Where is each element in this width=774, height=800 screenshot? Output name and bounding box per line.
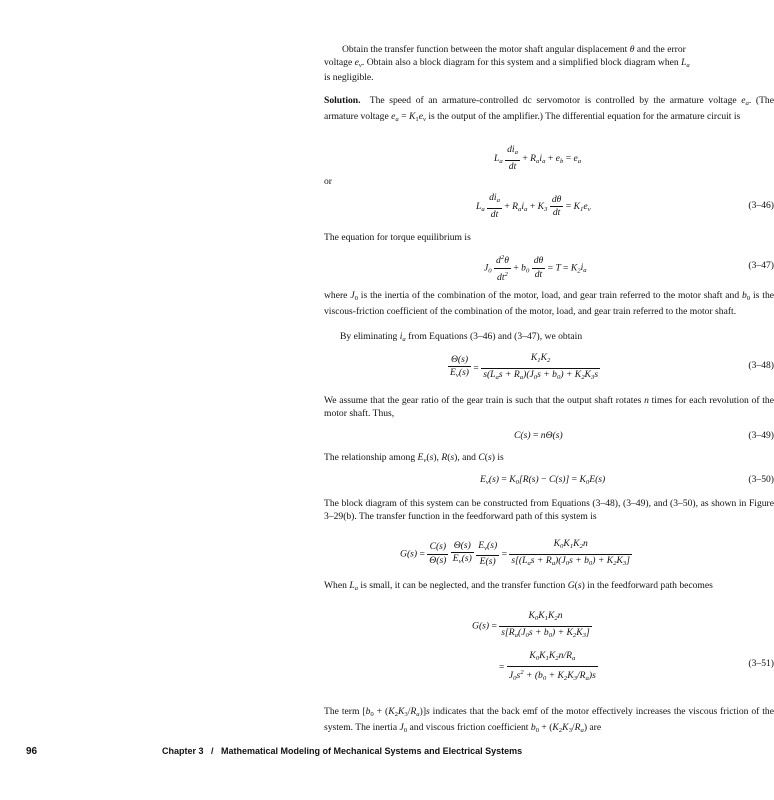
page-number: 96	[26, 746, 38, 757]
eq-number-3-49: (3–49)	[748, 430, 774, 441]
chapter-title: Chapter 3 / Mathematical Modeling of Mechanical Systems and Electrical Systems	[162, 746, 523, 756]
or-label: or	[324, 176, 332, 187]
relationship-paragraph: The relationship among $E_v(s)$, R(s), and C(s) is	[324, 452, 504, 464]
assume-paragraph: We assume that the gear ratio of the gear train is such that the output shaft rotates n times for each revolution of the motor shaft. Thus,	[324, 395, 774, 419]
intro-line-3: is negligible.	[324, 72, 374, 84]
solution-text: The speed of an armature-controlled dc servomotor is controlled by the armature voltage $e_a$. (The armature voltage $e_a = K_1e_v$ is the output of the amplifier.) The differential equation for the armature circuit is	[324, 95, 774, 123]
block-paragraph: The block diagram of this system can be constructed from Equations (3–48), (3–49), and (3–50), as shown in Figure 3–29(b). The transfer function in the feedforward path of this system is	[324, 498, 774, 522]
torque-text: The equation for torque equilibrium is	[324, 232, 471, 243]
solution-paragraph	[324, 95, 774, 126]
equation-3-46: $L_a$ $\frac{di_a}{dt}$ + $R_ai_a + K_3$ $\frac{d\theta}{dt}$ = $K_1e_v$ (3–46)	[476, 192, 774, 220]
eq-number-3-48: (3–48)	[748, 360, 774, 371]
equation-3-50: $E_v(s) = K_0[R(s) - C(s)] = K_0E(s)$ (3–50)	[480, 474, 774, 486]
equation-3-48: $\frac{\Theta(s)}{E_v(s)}$ = $\frac{K_1K_2}{s(L_as + R_a)(J_0s + b_0) + K_2K_3s}$ (3–48)	[450, 352, 774, 381]
equation-3-51b: = $\frac{K_0K_1K_2n/R_a}{J_0s^2 + (b_0 + K_2K_3/R_a)s}$ (3–51)	[499, 650, 774, 682]
intro-line-2: voltage $e_v$. Obtain also a block diagram for this system and a simplified block diagram when $L_a$	[324, 56, 690, 69]
eq-number-3-51: (3–51)	[748, 658, 774, 669]
where-paragraph: where $J_0$ is the inertia of the combination of the motor, load, and gear train referred to the motor shaft and $b_0$ is the viscous-friction coefficient of the combination of the motor, load, and gear train referred to the motor shaft.	[324, 290, 774, 317]
equation-3-49: C(s) = nΘ(s) (3–49)	[514, 430, 774, 441]
term-paragraph: The term $[b_0 + (K_2K_3/R_a)]s$ indicates that the back emf of the motor effectively increases the viscous friction of the system. The inertia $J_0$ and viscous friction coefficient $b_0 + (K_2K_3/R_a)$ are	[324, 706, 774, 734]
solution-label: Solution.	[324, 95, 361, 106]
eq-number-3-50: (3–50)	[748, 474, 774, 485]
intro-paragraph	[324, 44, 774, 85]
eq-number-3-47: (3–47)	[748, 260, 774, 271]
eq-number-3-46: (3–46)	[748, 200, 774, 211]
equation-armature: $L_a$ $\frac{di_a}{dt}$ + $R_ai_a + e_b = e_a$	[494, 144, 582, 172]
small-paragraph: When $L_a$ is small, it can be neglected, and the transfer function G(s) in the feedforward path becomes	[324, 580, 713, 592]
equation-G: G(s) = $\frac{C(s)}{\Theta(s)}$ $\frac{\Theta(s)}{E_v(s)}$ $\frac{E_v(s)}{E(s)}$ = $\frac{K_0K_1K_2n}{s[(L_as + R_a)(J_0s + b_0) + K_2K_3]}$	[400, 538, 630, 568]
equation-3-51a: G(s) = $\frac{K_0K_1K_2n}{s[R_a(J_0s + b_0) + K_2K_3]}$	[472, 610, 590, 639]
equation-3-47: $J_0$ $\frac{d^2\theta}{dt^2}$ + $b_0$ $\frac{d\theta}{dt}$ = $T = K_2i_a$ (3–47)	[484, 254, 774, 283]
intro-line-1: Obtain the transfer function between the motor shaft angular displacement θ and the error	[342, 44, 686, 55]
page-footer	[0, 746, 653, 760]
eliminating-paragraph: By eliminating $i_a$ from Equations (3–46) and (3–47), we obtain	[340, 331, 583, 343]
